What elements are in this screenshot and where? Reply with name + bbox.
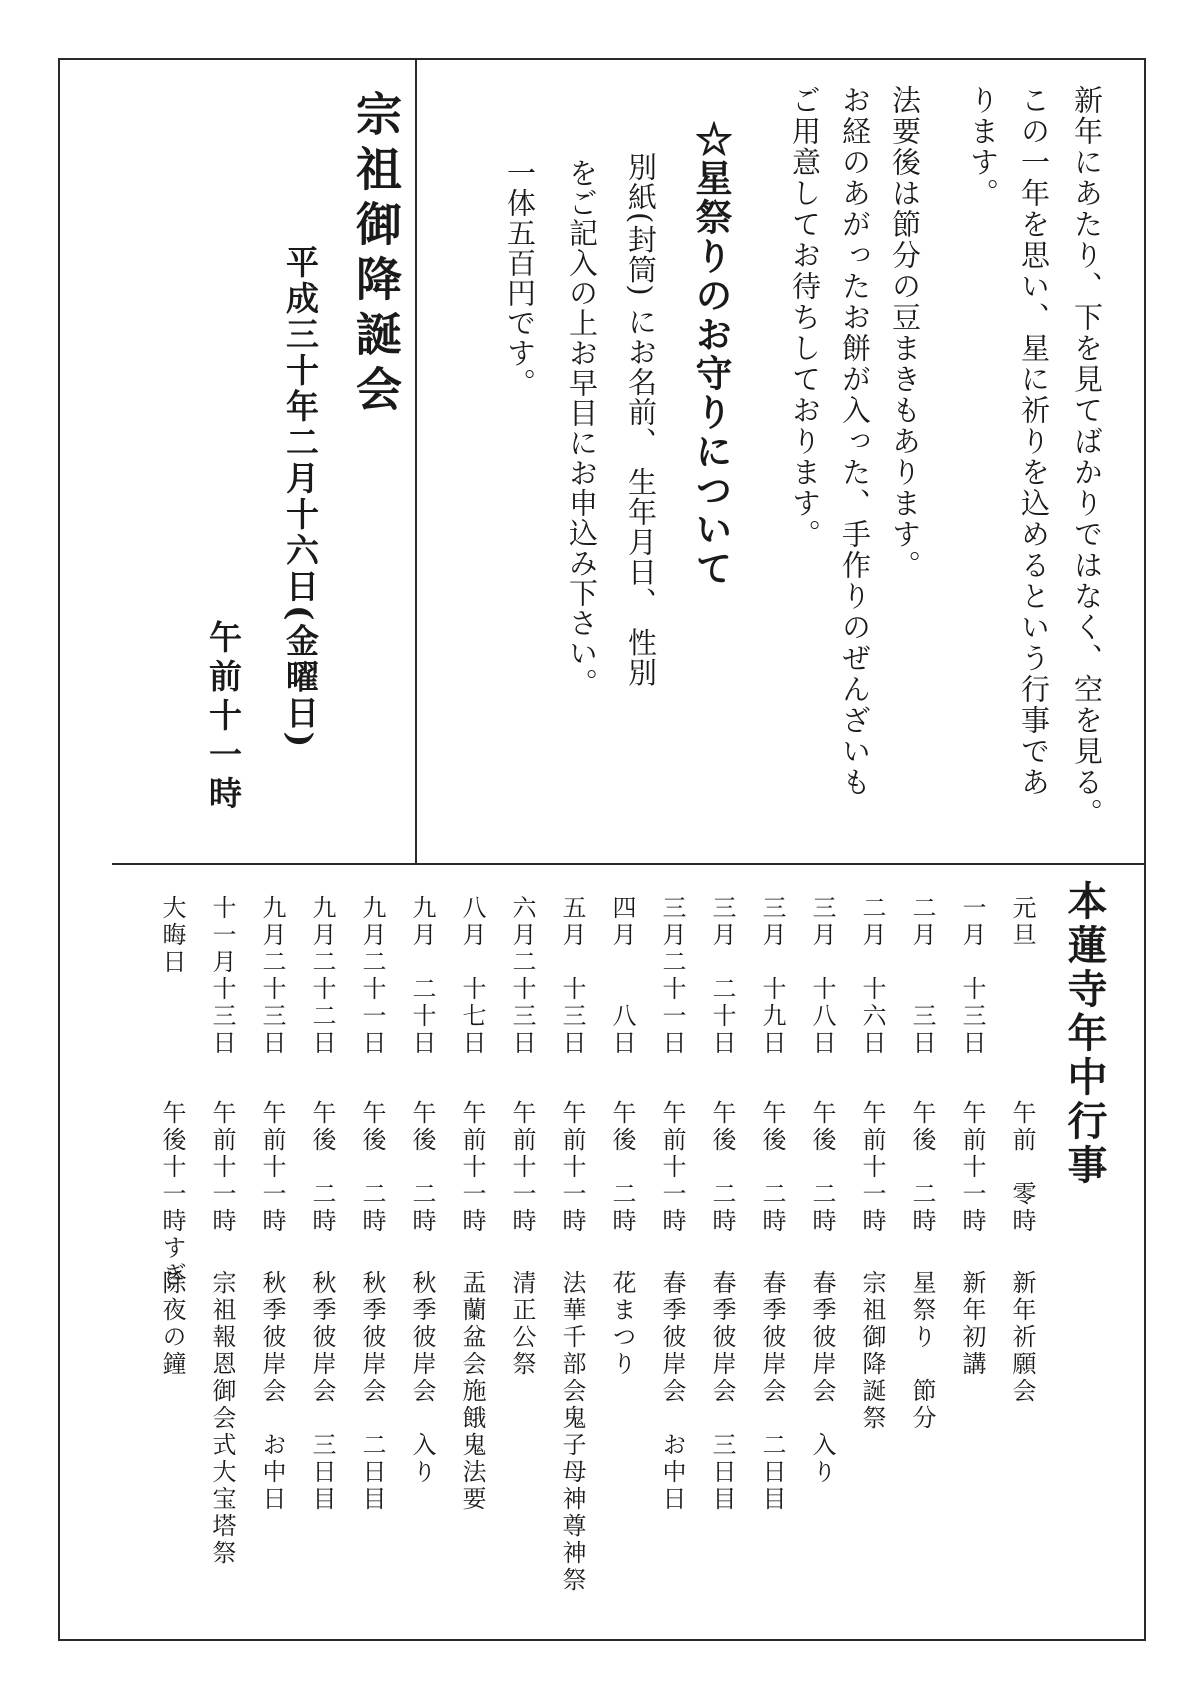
schedule-date: 一月 十三日 [958,895,986,1057]
schedule-date: 二月 十六日 [858,895,886,1057]
schedule-row [660,895,694,1595]
schedule-row [460,895,494,1595]
notice-line-1: 新年にあたり、下を見てばかりではなく、空を見る。 [1070,85,1104,829]
schedule-event: 秋季彼岸会 二日目 [358,1270,386,1513]
schedule-event: 除夜の鐘 [158,1270,186,1378]
schedule-date: 三月 十九日 [758,895,786,1057]
notice-line-3: ります。 [966,85,1000,209]
schedule-event: 清正公祭 [508,1270,536,1378]
schedule-date: 五月 十三日 [558,895,586,1057]
schedule-time: 午後 二時 [758,1100,786,1235]
schedule-row [1010,895,1044,1595]
schedule-time: 午前十一時 [458,1100,486,1235]
schedule-date: 六月二十三日 [508,895,536,1057]
schedule-event: 星祭り 節分 [908,1270,936,1432]
schedule-row [760,895,794,1595]
star-amulet-line-3: 一体五百円です。 [503,158,537,398]
schedule-event: 盂蘭盆会施餓鬼法要 [458,1270,486,1513]
schedule-title: 本蓮寺年中行事 [1061,880,1108,1188]
schedule-date: 元旦 [1008,895,1036,949]
schedule-row [960,895,994,1595]
star-amulet-heading: ☆星祭りのお守りについて [689,120,733,588]
schedule-row [310,895,344,1595]
schedule-time: 午前十一時 [858,1100,886,1235]
schedule-date: 八月 十七日 [458,895,486,1057]
horizontal-divider [112,863,1146,865]
schedule-time: 午後 二時 [608,1100,636,1235]
notice-line-2: この一年を思い、星に祈りを込めるという行事であ [1017,85,1051,798]
schedule-row [360,895,394,1595]
star-amulet-line-1: 別紙(封筒) にお名前、 生年月日、 性別 [624,152,658,688]
schedule-event: 新年初講 [958,1270,986,1378]
schedule-time: 午後 二時 [408,1100,436,1235]
event-date: 平成三十年二月十六日(金曜日) [281,245,320,751]
schedule-time: 午前十一時 [508,1100,536,1235]
schedule-date: 三月 十八日 [808,895,836,1057]
schedule-event: 花まつり [608,1270,636,1378]
schedule-date: 三月 二十日 [708,895,736,1057]
schedule-time: 午後 二時 [308,1100,336,1235]
star-amulet-line-2: をご記入の上お早目にお申込み下さい。 [565,158,599,698]
event-title: 宗祖御降誕会 [349,90,403,420]
schedule-row [710,895,744,1595]
notice-line-4: 法要後は節分の豆まきもあります。 [888,85,922,581]
schedule-event: 秋季彼岸会 三日目 [308,1270,336,1513]
schedule-event: 春季彼岸会 三日目 [708,1270,736,1513]
vertical-divider [415,58,417,863]
schedule-time: 午前 零時 [1008,1100,1036,1235]
schedule-row [860,895,894,1595]
schedule-date: 三月二十一日 [658,895,686,1057]
schedule-date: 十一月十三日 [208,895,236,1057]
event-time: 午前十一時 [204,620,243,815]
schedule-time: 午後 二時 [908,1100,936,1235]
schedule-row [210,895,244,1595]
schedule-row [610,895,644,1595]
schedule-row [160,895,194,1595]
schedule-row [510,895,544,1595]
schedule-time: 午前十一時 [208,1100,236,1235]
schedule-row [260,895,294,1595]
schedule-row [410,895,444,1595]
schedule-time: 午前十一時 [558,1100,586,1235]
schedule-date: 四月 八日 [608,895,636,1057]
schedule-row [560,895,594,1595]
schedule-time: 午後 二時 [708,1100,736,1235]
schedule-event: 春季彼岸会 二日目 [758,1270,786,1513]
notice-line-5: お経のあがったお餅が入った、手作りのぜんざいも [838,85,872,798]
schedule-date: 九月 二十日 [408,895,436,1057]
schedule-event: 秋季彼岸会 お中日 [258,1270,286,1513]
schedule-time: 午後 二時 [808,1100,836,1235]
schedule-time: 午前十一時 [258,1100,286,1235]
schedule-event: 春季彼岸会 入り [808,1270,836,1486]
schedule-row [910,895,944,1595]
schedule-time: 午前十一時 [958,1100,986,1235]
schedule-row [810,895,844,1595]
schedule-event: 宗祖報恩御会式大宝塔祭 [208,1270,236,1567]
schedule-time: 午前十一時 [658,1100,686,1235]
schedule-date: 九月二十一日 [358,895,386,1057]
schedule-time: 午後十一時すぎ [158,1100,186,1289]
schedule-event: 法華千部会鬼子母神尊神祭 [558,1270,586,1594]
notice-line-6: ご用意してお待ちしております。 [788,85,822,550]
schedule-date: 九月二十二日 [308,895,336,1057]
schedule-time: 午後 二時 [358,1100,386,1235]
schedule-date: 九月二十三日 [258,895,286,1057]
schedule-event: 宗祖御降誕祭 [858,1270,886,1432]
schedule-event: 秋季彼岸会 入り [408,1270,436,1486]
schedule-event: 春季彼岸会 お中日 [658,1270,686,1513]
schedule-date: 大晦日 [158,895,186,976]
schedule-event: 新年祈願会 [1008,1270,1036,1405]
schedule-date: 二月 三日 [908,895,936,1057]
